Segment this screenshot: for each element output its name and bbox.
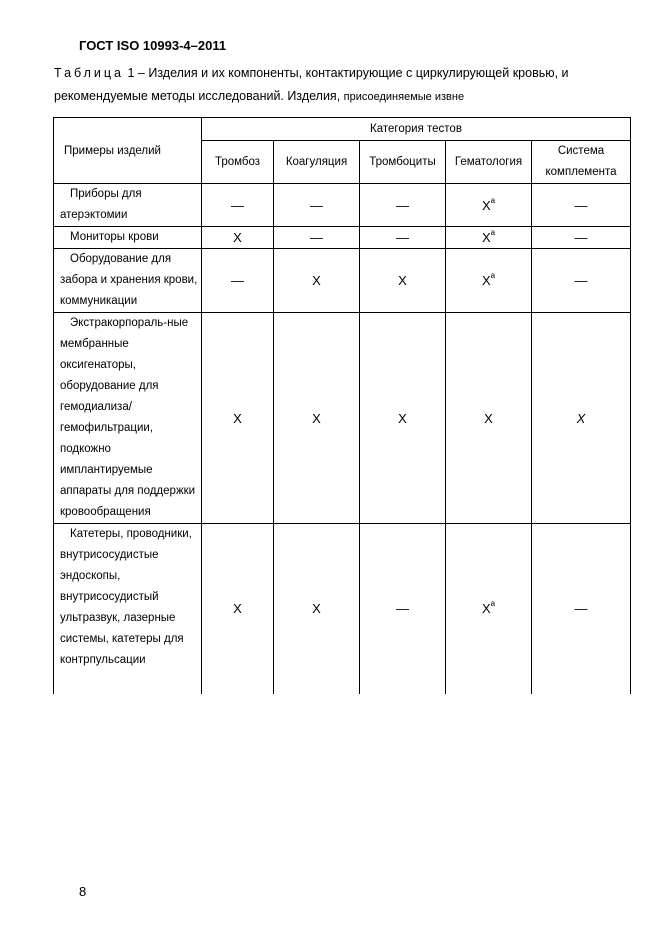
row-item-label: Катетеры, проводники, внутрисосудистые эндоскопы, внутрисосудистый ультразвук, лазерные системы, катетеры для контрпульсации — [54, 524, 202, 694]
cell-value: — — [202, 184, 274, 227]
table-row — [54, 313, 631, 524]
caption-text-line1: – Изделия и их компоненты, контактирующие с циркулирующей кровью, и — [134, 66, 569, 80]
header-col-hematology: Гематология — [446, 141, 532, 184]
footnote-mark: a — [490, 228, 496, 237]
cell-value: X — [532, 313, 631, 524]
cell-value: — — [202, 249, 274, 313]
cell-value: $X^a$ — [446, 524, 532, 694]
cell-value: X — [360, 313, 446, 524]
footnote-mark: a — [490, 195, 496, 205]
caption-number: 1 — [127, 66, 135, 80]
cell-value: X — [274, 249, 360, 313]
row-item-label: Мониторы крови — [54, 227, 202, 249]
cell-value: $X^a$ — [446, 184, 532, 227]
cell-value: $X^a$ — [446, 249, 532, 313]
cell-value: — — [274, 227, 360, 249]
table-row — [54, 524, 631, 694]
table-row — [54, 184, 631, 227]
header-test-category: Категория тестов — [202, 118, 631, 141]
footnote-mark: a — [490, 599, 496, 609]
table-row — [54, 227, 631, 249]
row-item-label: Экстракорпораль-ные мембранные оксигенаторы, оборудование для гемодиализа/ гемофильтрации, подкожно имплантируемые аппараты для поддержки кровообращения — [54, 313, 202, 524]
header-col-complement: Система комплемента — [532, 141, 631, 184]
test-category-table — [53, 117, 631, 694]
cell-value: X — [202, 524, 274, 694]
page-number: 8 — [79, 884, 87, 899]
caption-text-line2-small: присоединяемые извне — [343, 91, 465, 103]
cell-value: X — [202, 227, 274, 249]
caption-text-line2: рекомендуемые методы исследований. Изделия, — [54, 89, 344, 103]
cell-value: — — [274, 184, 360, 227]
cell-value: X — [202, 313, 274, 524]
header-col-platelets: Тромбоциты — [360, 141, 446, 184]
cell-value: $X^a$ — [446, 227, 532, 249]
cell-value: X — [446, 313, 532, 524]
cell-value: — — [360, 524, 446, 694]
caption-label: Таблица — [54, 66, 125, 80]
cell-value: — — [532, 249, 631, 313]
header-col-coagulation: Коагуляция — [274, 141, 360, 184]
cell-value: — — [532, 524, 631, 694]
cell-value: — — [532, 227, 631, 249]
footnote-mark: a — [490, 271, 496, 280]
cell-value: X — [274, 313, 360, 524]
header-col-thrombosis: Тромбоз — [202, 141, 274, 184]
document-title: ГОСТ ISO 10993-4–2011 — [79, 38, 227, 53]
cell-value: — — [360, 184, 446, 227]
table-row — [54, 249, 631, 313]
cell-value: — — [360, 227, 446, 249]
table-caption — [54, 62, 634, 109]
cell-value: — — [532, 184, 631, 227]
row-item-label: Приборы для атерэктомии — [54, 184, 202, 227]
header-items: Примеры изделий — [54, 118, 202, 184]
cell-value: X — [274, 524, 360, 694]
cell-value: X — [360, 249, 446, 313]
row-item-label: Оборудование для забора и хранения крови, коммуникации — [54, 249, 202, 313]
